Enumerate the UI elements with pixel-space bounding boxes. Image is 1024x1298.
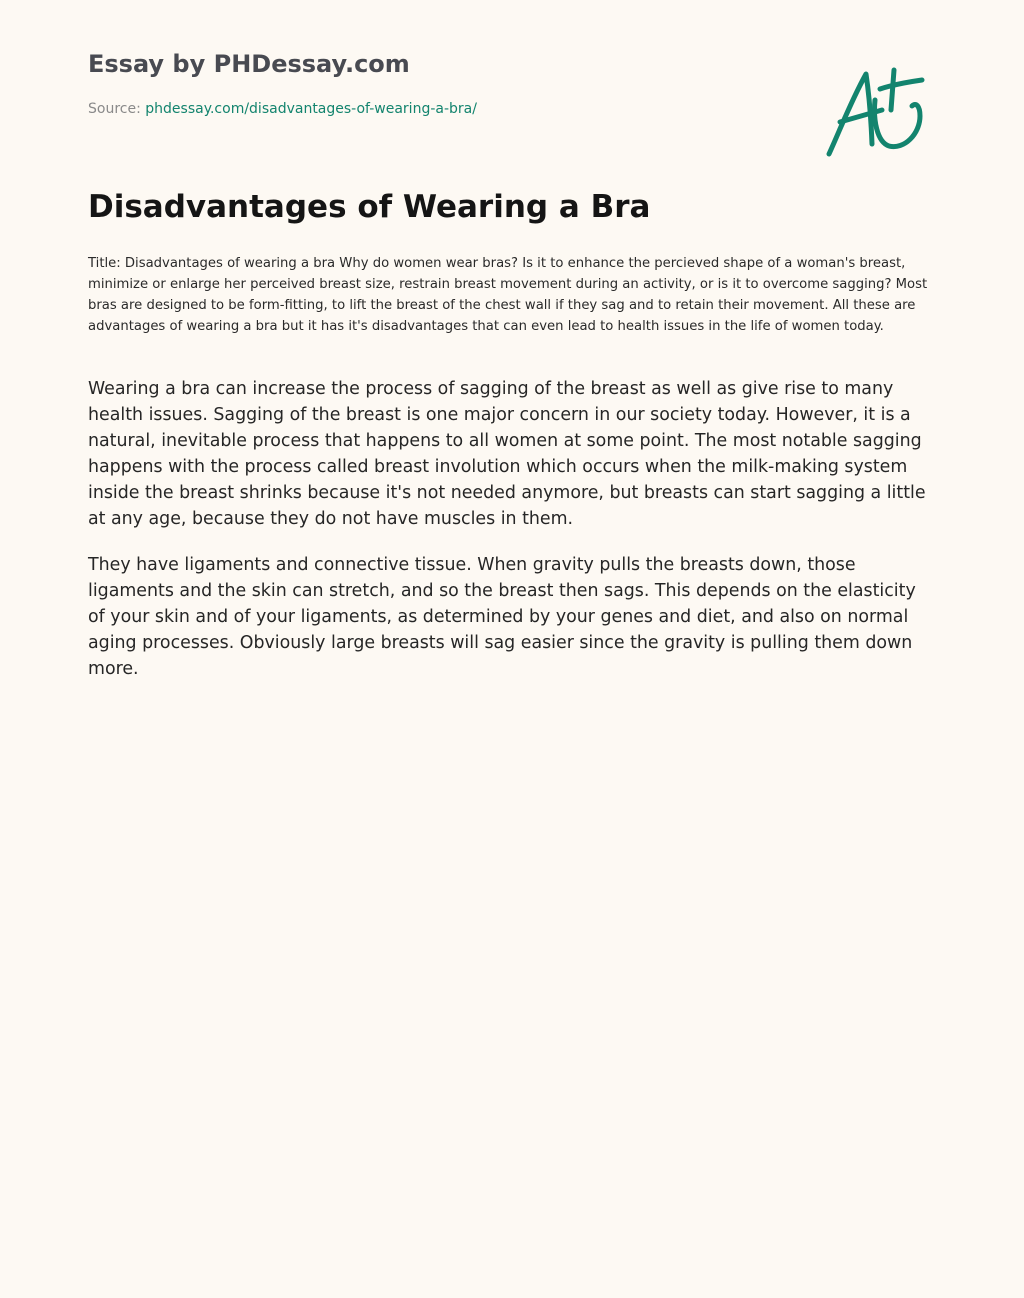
brand-title: Essay by PHDessay.com — [88, 50, 410, 78]
a-plus-logo-icon — [824, 64, 926, 160]
source-link[interactable]: phdessay.com/disadvantages-of-wearing-a-bra/ — [145, 101, 477, 117]
source-line — [88, 101, 477, 117]
body-paragraph-2: They have ligaments and connective tissue. When gravity pulls the breasts down, those ligaments and the skin can stretch, and so the breast then sags. This depends on the elasticity of your skin and of your ligaments, as determined by your genes and diet, and also on normal aging processes. Obviously large breasts will sag easier since the gravity is pulling them down more. — [88, 555, 916, 679]
intro-paragraph: Title: Disadvantages of wearing a bra Why do women wear bras? Is it to enhance the percieved shape of a woman's breast, minimize or enlarge her perceived breast size, restrain breast movement during an activity, or is it to overcome sagging? Most bras are designed to be form-fitting, to lift the breast of the chest wall if they sag and to retain their movement. All these are advantages of wearing a bra but it has it's disadvantages that can even lead to health issues in the life of women today. — [88, 256, 928, 334]
body-paragraph-1: Wearing a bra can increase the process of sagging of the breast as well as give rise to many health issues. Sagging of the breast is one major concern in our society today. However, it is a natural, inevitable process that happens to all women at some point. The most notable sagging happens with the process called breast involution which occurs when the milk-making system inside the breast shrinks because it's not needed anymore, but breasts can start sagging a little at any age, because they do not have muscles in them. — [88, 379, 926, 529]
essay-title: Disadvantages of Wearing a Bra — [88, 189, 651, 225]
source-label: Source: — [88, 101, 141, 117]
